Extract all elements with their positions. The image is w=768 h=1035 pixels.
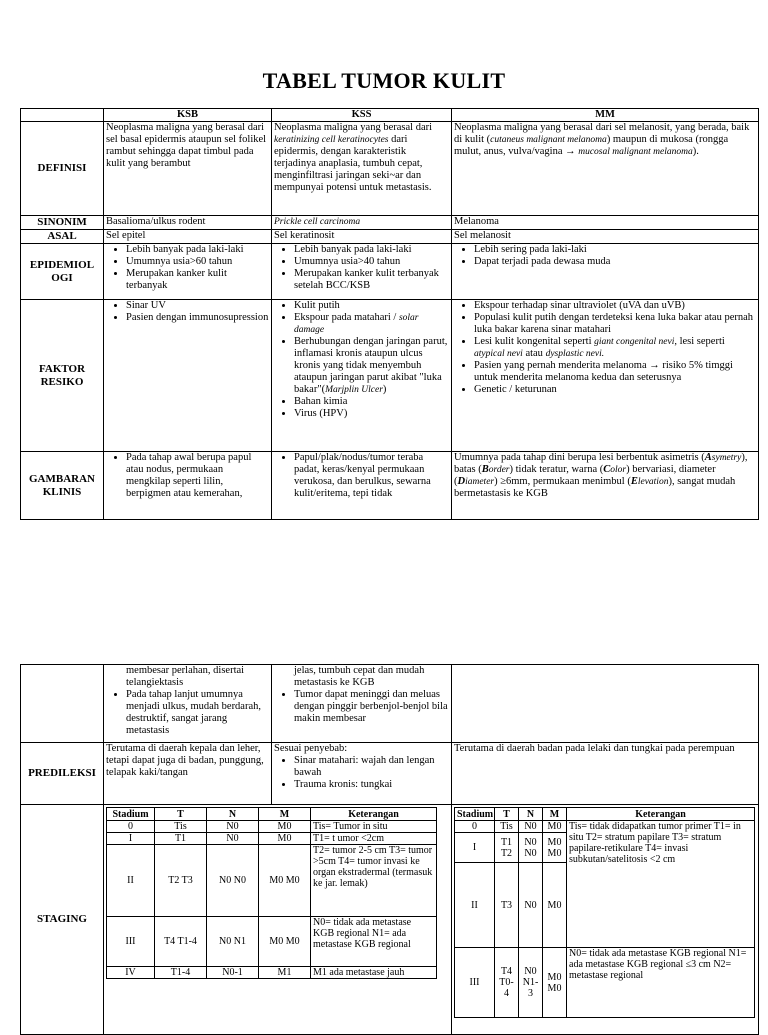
text: ) tidak teratur, warna ( bbox=[509, 464, 604, 475]
asal-kss: Sel keratinosit bbox=[272, 230, 452, 244]
text-italic: order bbox=[488, 465, 510, 475]
cell-n: N0 N0 bbox=[519, 833, 543, 863]
text: ) ≥6mm, permukaan menimbul ( bbox=[494, 476, 631, 487]
list-item: • Sinar matahari: wajah dan lengan bawah bbox=[294, 755, 449, 779]
header-ksb: KSB bbox=[104, 109, 272, 122]
tumor-table bbox=[20, 108, 759, 520]
list-item: • Pada tahap awal berupa papul atau nodus, permukaan mengkilap seperti lilin, berpigmen atau kemerahan, bbox=[126, 452, 269, 500]
cell-n: N0 N1 bbox=[207, 917, 259, 967]
row-asal bbox=[21, 230, 759, 244]
row-label-faktor: FAKTOR RESIKO bbox=[21, 300, 104, 452]
text: Sesuai penyebab: bbox=[274, 743, 348, 754]
cell-keterangan: N0= tidak ada metastase KGB regional N1= ada metastase KGB regional bbox=[311, 917, 437, 967]
list-item bbox=[474, 336, 756, 360]
tumor-table-continued bbox=[20, 664, 759, 1035]
text: jelas, tumbuh cepat dan mudah metastasis ke KGB bbox=[294, 665, 425, 688]
text: Berhubungan dengan jaringan parut, inflamasi kronis ataupun ulcus kronis yang tidak menyembuh ataupun jaringan parut akibat "luka bakar"( bbox=[294, 336, 448, 395]
table-row bbox=[107, 967, 437, 979]
cell-stadium: I bbox=[107, 833, 155, 845]
cell-m: M1 bbox=[259, 967, 311, 979]
text: ). bbox=[692, 146, 699, 157]
cell-t: T3 bbox=[495, 863, 519, 948]
staging-ksb-kss bbox=[104, 805, 452, 1035]
list-item: • Umumnya usia>40 tahun bbox=[294, 256, 449, 268]
row-gambaran-continued bbox=[21, 665, 759, 743]
text: ), batas ( bbox=[454, 452, 748, 475]
text-italic: dysplastic nevi. bbox=[545, 349, 605, 359]
row-label-sinonim: SINONIM bbox=[21, 216, 104, 230]
header-mm: MM bbox=[452, 109, 759, 122]
faktor-kss bbox=[272, 300, 452, 452]
text: ) bbox=[382, 384, 387, 395]
text-italic: mucosal malignant melanoma bbox=[578, 147, 693, 157]
text-bold: B bbox=[481, 464, 489, 475]
th-n: N bbox=[207, 808, 259, 821]
text-bold: D bbox=[457, 476, 466, 487]
staging-table-left bbox=[106, 807, 437, 979]
text-bold: E bbox=[630, 476, 638, 487]
text-italic: iameter bbox=[465, 477, 495, 487]
text: membesar perlahan, disertai telangiektasis bbox=[126, 665, 245, 688]
cell-n: N0 N0 bbox=[207, 845, 259, 917]
list-item: • Pasien yang pernah menderita melanoma → risiko 5% timggi untuk menderita melanoma kedua dan seterusnya bbox=[474, 360, 756, 384]
cell-stadium: IV bbox=[107, 967, 155, 979]
th-stadium: Stadium bbox=[455, 808, 495, 821]
text-italic: keratinizing cell keratinocytes bbox=[274, 135, 389, 145]
gambaran-ksb-continued bbox=[104, 665, 272, 743]
th-t: T bbox=[495, 808, 519, 821]
th-m: M bbox=[543, 808, 567, 821]
list-item: • Pasien dengan immunosupression bbox=[126, 312, 269, 324]
text-bold: A bbox=[704, 452, 712, 463]
gambaran-label-blank bbox=[21, 665, 104, 743]
predileksi-kss bbox=[272, 743, 452, 805]
text: Neoplasma maligna yang berasal dari sel melanosit, yang berada, baik di kulit ( bbox=[454, 122, 750, 145]
row-definisi bbox=[21, 122, 759, 216]
row-label-epidemiologi: EPIDEMIOL OGI bbox=[21, 244, 104, 300]
cell-m: M0 M0 bbox=[259, 917, 311, 967]
row-label-predileksi: PREDILEKSI bbox=[21, 743, 104, 805]
text: Umumnya pada tahap dini berupa lesi berbentuk asimetris ( bbox=[454, 452, 705, 463]
gambaran-mm-continued bbox=[452, 665, 759, 743]
list-item: • Virus (HPV) bbox=[294, 408, 449, 420]
gambaran-kss bbox=[272, 452, 452, 520]
text-italic: solar damage bbox=[294, 313, 419, 335]
list-item: • Pada tahap lanjut umumnya menjadi ulkus, mudah berdarah, destruktif, sangat jarang metastasis bbox=[126, 689, 269, 737]
cell-m: M0 bbox=[259, 821, 311, 833]
cell-keterangan: T2= tumor 2-5 cm T3= tumor >5cm T4= tumor invasi ke organ ekstradermal (termasuk ke jar. lemak) bbox=[311, 845, 437, 917]
text-italic: symetry bbox=[711, 453, 742, 463]
cell-n: N0-1 bbox=[207, 967, 259, 979]
cell-m: M0 M0 bbox=[543, 833, 567, 863]
table-row bbox=[455, 821, 755, 833]
definisi-mm bbox=[452, 122, 759, 216]
text: dari epidermis, dengan karakteristik terjadinya anaplasia, tumbuh cepat, menginfiltrasi jaringan seki~ar dan mempunyai potensi untuk metastasis. bbox=[274, 134, 432, 193]
sinonim-mm: Melanoma bbox=[452, 216, 759, 230]
text-italic: cutaneus malignant melanoma bbox=[490, 135, 607, 145]
list-item: • Genetic / keturunan bbox=[474, 384, 756, 396]
list-item: • Lebih banyak pada laki-laki bbox=[294, 244, 449, 256]
cell-stadium: 0 bbox=[455, 821, 495, 833]
list-item: • Tumor dapat meninggi dan meluas dengan pinggir berbenjol-benjol bila makin membesar bbox=[294, 689, 449, 725]
cell-m: M0 M0 bbox=[543, 948, 567, 1018]
table-row bbox=[107, 821, 437, 833]
list-item bbox=[294, 312, 449, 336]
cell-t: T4 T1-4 bbox=[155, 917, 207, 967]
predileksi-ksb: Terutama di daerah kepala dan leher, tetapi dapat juga di badan, punggung, telapak kaki/tangan bbox=[104, 743, 272, 805]
text-italic: giant congenital nevi bbox=[594, 337, 675, 347]
th-m: M bbox=[259, 808, 311, 821]
list-item: • Dapat terjadi pada dewasa muda bbox=[474, 256, 756, 268]
predileksi-mm: Terutama di daerah badan pada lelaki dan tungkai pada perempuan bbox=[452, 743, 759, 805]
cell-n: N0 bbox=[207, 821, 259, 833]
staging-table-right bbox=[454, 807, 755, 1018]
table-row bbox=[107, 917, 437, 967]
row-epidemiologi bbox=[21, 244, 759, 300]
table-row bbox=[455, 948, 755, 1018]
cell-stadium: II bbox=[455, 863, 495, 948]
table-row bbox=[455, 808, 755, 821]
header-blank bbox=[21, 109, 104, 122]
cell-keterangan: T1= t umor <2cm bbox=[311, 833, 437, 845]
list-item: • Lebih sering pada laki-laki bbox=[474, 244, 756, 256]
cell-t: T1 bbox=[155, 833, 207, 845]
text: ) bervariasi, diameter ( bbox=[454, 464, 716, 487]
epidemiologi-kss bbox=[272, 244, 452, 300]
cell-stadium: III bbox=[107, 917, 155, 967]
row-label-asal: ASAL bbox=[21, 230, 104, 244]
row-label-gambaran: GAMBARAN KLINIS bbox=[21, 452, 104, 520]
table-row bbox=[107, 808, 437, 821]
cell-stadium: III bbox=[455, 948, 495, 1018]
list-item: • Bahan kimia bbox=[294, 396, 449, 408]
cell-n: N0 bbox=[519, 863, 543, 948]
th-n: N bbox=[519, 808, 543, 821]
cell-stadium: II bbox=[107, 845, 155, 917]
cell-t: T1 T2 bbox=[495, 833, 519, 863]
list-item: • Lebih banyak pada laki-laki bbox=[126, 244, 269, 256]
text-italic: atypical nevi bbox=[474, 349, 523, 359]
asal-ksb: Sel epitel bbox=[104, 230, 272, 244]
text: ) maupun di mukosa (rongga mulut, anus, vulva/vagina → bbox=[454, 134, 729, 157]
table-row bbox=[107, 833, 437, 845]
text: Ekspour pada matahari / bbox=[294, 312, 399, 323]
text-italic: Marjplin Ulcer bbox=[325, 385, 383, 395]
table-row bbox=[107, 845, 437, 917]
cell-m: M0 bbox=[543, 821, 567, 833]
gambaran-ksb bbox=[104, 452, 272, 520]
row-label-staging: STAGING bbox=[21, 805, 104, 1035]
definisi-kss bbox=[272, 122, 452, 216]
text: ), sangat mudah bermetastasis ke KGB bbox=[454, 476, 736, 499]
list-item: • Sinar UV bbox=[126, 300, 269, 312]
gambaran-mm bbox=[452, 452, 759, 520]
asal-mm: Sel melanosit bbox=[452, 230, 759, 244]
cell-keterangan: Tis= Tumor in situ bbox=[311, 821, 437, 833]
staging-mm bbox=[452, 805, 759, 1035]
cell-t: Tis bbox=[155, 821, 207, 833]
cell-t: T2 T3 bbox=[155, 845, 207, 917]
list-item: • Papul/plak/nodus/tumor teraba padat, keras/kenyal permukaan verukosa, dan berulkus, sewarna kulit/eritema, tepi tidak bbox=[294, 452, 449, 500]
epidemiologi-mm bbox=[452, 244, 759, 300]
sinonim-ksb: Basalioma/ulkus rodent bbox=[104, 216, 272, 230]
sinonim-kss: Prickle cell carcinoma bbox=[272, 216, 452, 230]
cell-keterangan: Tis= tidak didapatkan tumor primer T1= in situ T2= stratum papilare T3= stratum papilare-retikulare T4= invasi subkutan/satelitosis <2 cm bbox=[567, 821, 755, 948]
th-keterangan: Keterangan bbox=[311, 808, 437, 821]
cell-stadium: I bbox=[455, 833, 495, 863]
row-predileksi bbox=[21, 743, 759, 805]
cell-n: N0 bbox=[207, 833, 259, 845]
cell-m: M0 bbox=[543, 863, 567, 948]
th-keterangan: Keterangan bbox=[567, 808, 755, 821]
gambaran-kss-continued bbox=[272, 665, 452, 743]
cell-n: N0 N1-3 bbox=[519, 948, 543, 1018]
row-gambaran bbox=[21, 452, 759, 520]
text: Lesi kulit kongenital seperti bbox=[474, 336, 595, 347]
page-title: TABEL TUMOR KULIT bbox=[262, 68, 506, 93]
cell-m: M0 M0 bbox=[259, 845, 311, 917]
list-item: • Merupakan kanker kulit terbanyak setelah BCC/KSB bbox=[294, 268, 449, 292]
text: atau bbox=[522, 348, 546, 359]
epidemiologi-ksb bbox=[104, 244, 272, 300]
row-staging bbox=[21, 805, 759, 1035]
row-label-definisi: DEFINISI bbox=[21, 122, 104, 216]
th-stadium: Stadium bbox=[107, 808, 155, 821]
text: Neoplasma maligna yang berasal dari bbox=[274, 122, 433, 133]
row-faktor bbox=[21, 300, 759, 452]
list-item: • Kulit putih bbox=[294, 300, 449, 312]
cell-stadium: 0 bbox=[107, 821, 155, 833]
text-italic: levation bbox=[637, 477, 669, 487]
cell-t: Tis bbox=[495, 821, 519, 833]
list-item: • Trauma kronis: tungkai bbox=[294, 779, 449, 791]
cell-t: T4 T0-4 bbox=[495, 948, 519, 1018]
list-item bbox=[294, 336, 449, 396]
text-bold: C bbox=[603, 464, 611, 475]
definisi-ksb: Neoplasma maligna yang berasal dari sel basal epidermis ataupun sel folikel rambut sehingga dapat timbul pada kulit yang berambut bbox=[104, 122, 272, 216]
list-item: • Ekspour terhadap sinar ultraviolet (uVA dan uVB) bbox=[474, 300, 756, 312]
cell-t: T1-4 bbox=[155, 967, 207, 979]
th-t: T bbox=[155, 808, 207, 821]
cell-keterangan: M1 ada metastase jauh bbox=[311, 967, 437, 979]
header-row bbox=[21, 109, 759, 122]
cell-keterangan: N0= tidak ada metastase KGB regional N1= ada metastase KGB regional ≤3 cm N2= metastase regional bbox=[567, 948, 755, 1018]
faktor-mm bbox=[452, 300, 759, 452]
faktor-ksb bbox=[104, 300, 272, 452]
header-kss: KSS bbox=[272, 109, 452, 122]
row-sinonim bbox=[21, 216, 759, 230]
text-italic: olor bbox=[610, 465, 627, 475]
list-item: • Merupakan kanker kulit terbanyak bbox=[126, 268, 269, 292]
cell-m: M0 bbox=[259, 833, 311, 845]
cell-n: N0 bbox=[519, 821, 543, 833]
text: , lesi seperti bbox=[674, 336, 725, 347]
list-item: • Umumnya usia>60 tahun bbox=[126, 256, 269, 268]
list-item: • Populasi kulit putih dengan terdeteksi kena luka bakar atau pernah luka bakar karena sinar matahari bbox=[474, 312, 756, 336]
